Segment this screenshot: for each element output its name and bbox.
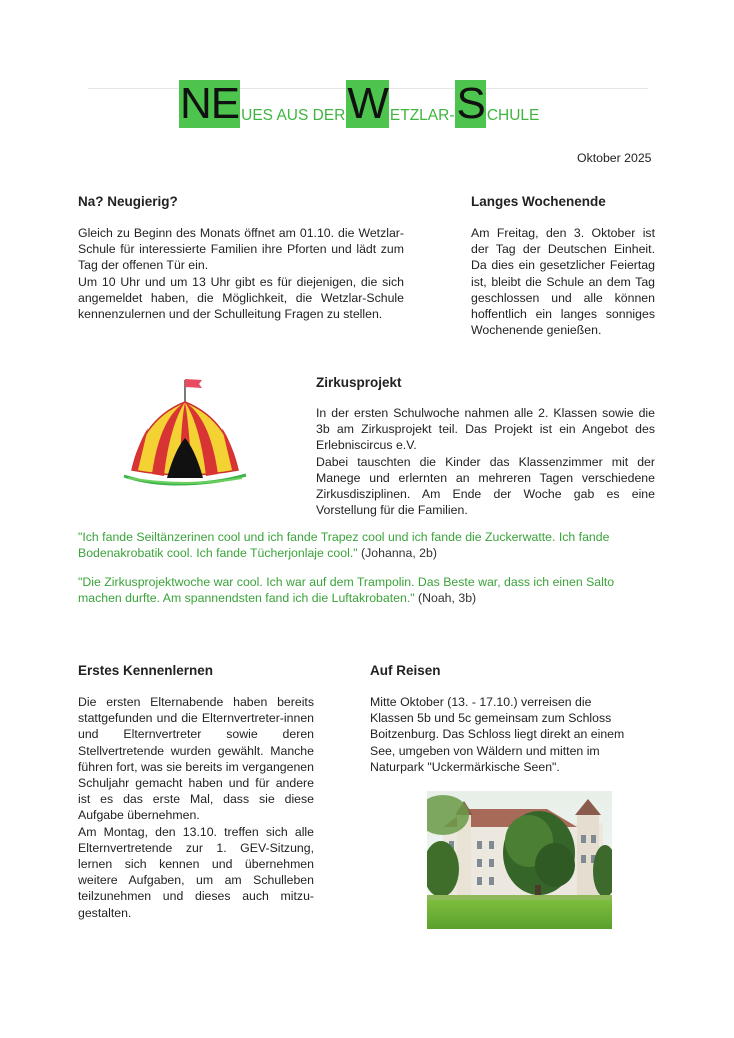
reisen-paragraph: Mitte Oktober (13. - 17.10.) verreisen die Klassen 5b und 5c gemeinsam zum Schloss Boitzenburg. Das Schloss liegt direkt an einem See, umgeben von Wäldern und mitten im Naturpark "Uckermärkische Seen".	[370, 695, 625, 774]
heading-wochenende: Langes Wochenende	[471, 194, 606, 209]
article-reisen	[370, 694, 638, 775]
neugierig-paragraph-1: Gleich zu Beginn des Monats öffnet am 01.10. die Wetzlar-Schule für interessierte Familien ihre Pforten und lädt zum Tag der offenen Tür ein.	[78, 226, 404, 273]
masthead	[179, 80, 540, 128]
heading-kennenlernen: Erstes Kennenlernen	[78, 663, 214, 678]
masthead-ne: NE	[180, 79, 240, 128]
quote-johanna-author: (Johanna, 2b)	[357, 546, 437, 561]
wochenende-paragraph: Am Freitag, den 3. Oktober ist der Tag der Deutschen Einheit. Da dies ein gesetzlicher Feiertag ist, bleibt die Schule an dem Tag geschlossen und alle können hoffentlich ein langes sonniges Wochenende genießen.	[471, 226, 655, 338]
article-neugierig	[78, 225, 404, 322]
kennenlernen-paragraph-1: Die ersten Elternabende haben bereits stattgefunden und die Elternvertreter-innen und Elternvertreter sowie deren Stellvertretende wurden gewählt. Manche führen fort, was sie bereits im vergangenen Schuljahr gemacht haben und für andere ist es das erste Mal, dass sie diese Aufgabe übernehmen.	[78, 695, 314, 823]
masthead-w: W	[347, 79, 388, 128]
heading-neugierig: Na? Neugierig?	[78, 194, 178, 209]
masthead-s: S	[456, 79, 485, 128]
zirkus-paragraph-2: Dabei tauschten die Kinder das Klassenzimmer mit der Manege und erlernten an mehreren Tagen verschiedene Zirkusdisziplinen. Am Ende der Woche gab es eine Vorstellung für die Familien.	[316, 454, 655, 518]
kennenlernen-paragraph-2: Am Montag, den 13.10. treffen sich alle Elternvertretende zur 1. GEV-Sitzung, lernen sich kennen und übernehmen weitere Aufgaben, um am Schulleben teilzunehmen und dieses auch mitzu-gestalten.	[78, 824, 314, 920]
quote-johanna-text: "Ich fande Seiltänzerinen cool und ich fande Trapez cool und ich fande die Zuckerwatte. Ich fande Bodenakrobatik cool. Ich fande Tücherjonlaje cool."	[78, 530, 610, 561]
zirkus-paragraph-1: In der ersten Schulwoche nahmen alle 2. Klassen sowie die 3b am Zirkusprojekt teil. Das Projekt ist ein Angebot des Erlebniscircus e.V.	[316, 406, 655, 453]
masthead-etzlar: ETZLAR-	[389, 107, 455, 124]
quote-noah-author: (Noah, 3b)	[414, 591, 477, 606]
article-zirkus	[316, 405, 655, 518]
article-wochenende	[471, 225, 655, 338]
masthead-ues-aus-der: UES AUS DER	[241, 107, 346, 124]
masthead-chule: CHULE	[486, 107, 540, 124]
quote-noah	[78, 574, 656, 606]
circus-tent-icon	[118, 374, 252, 490]
quote-noah-text: "Die Zirkusprojektwoche war cool. Ich war auf dem Trampolin. Das Beste war, dass ich einen Salto machen durfte. Am spannendsten fand ich die Luftakrobaten."	[78, 575, 615, 606]
heading-zirkus: Zirkusprojekt	[316, 375, 402, 390]
neugierig-paragraph-2: Um 10 Uhr und um 13 Uhr gibt es für diejenigen, die sich angemeldet haben, die Möglichkeit, die Wetzlar-Schule kennenzulernen und der Schulleitung Fragen zu stellen.	[78, 274, 404, 322]
castle-photo	[427, 791, 612, 929]
article-kennenlernen	[78, 694, 314, 921]
quote-johanna	[78, 529, 656, 561]
issue-date: Oktober 2025	[577, 151, 652, 165]
heading-reisen: Auf Reisen	[370, 663, 441, 678]
